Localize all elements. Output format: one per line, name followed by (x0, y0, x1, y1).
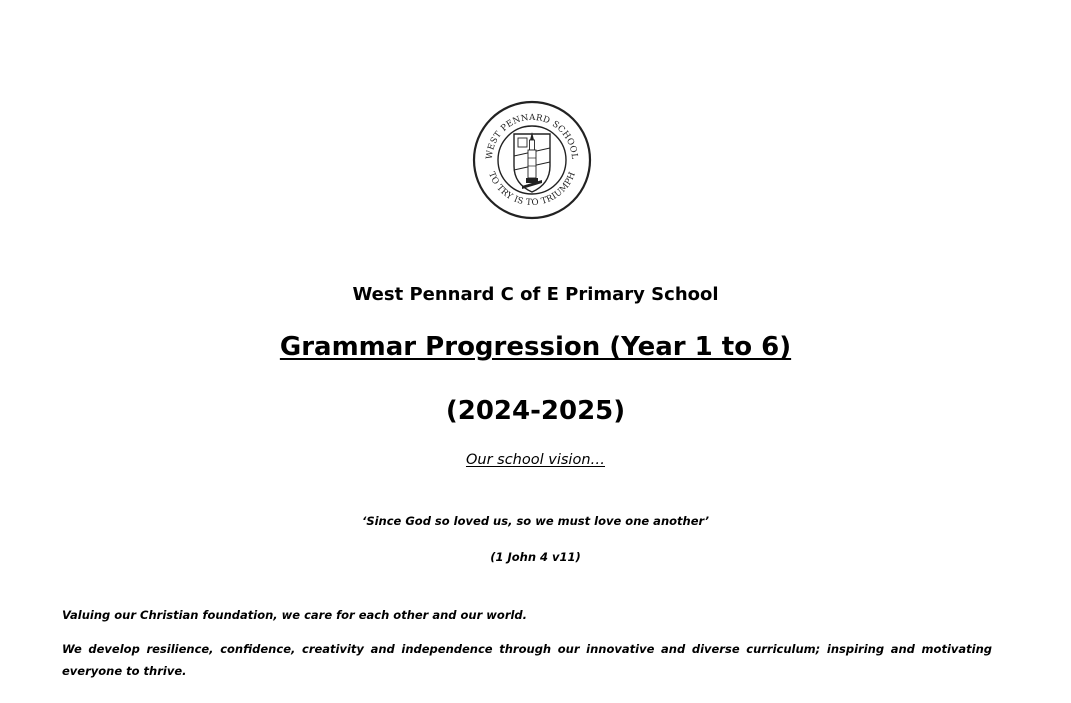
school-crest-logo (470, 98, 594, 222)
crest-top-motto: WEST PENNARD SCHOOL (484, 112, 580, 160)
vision-heading-text: Our school vision… (465, 452, 606, 468)
crest-bottom-motto: TO TRY IS TO TRIUMPH (486, 170, 578, 209)
school-name: West Pennard C of E Primary School (352, 284, 719, 305)
document-title (0, 332, 1071, 362)
vision-heading (0, 452, 1071, 468)
bible-verse: ‘Since God so loved us, so we must love one another’ (361, 514, 710, 528)
document-title-text: Grammar Progression (Year 1 to 6) (279, 332, 792, 362)
vision-paragraph-2: We develop resilience, confidence, creativity and independence through our innovative and diverse curriculum; inspiring and motivating everyone to thrive. (62, 642, 992, 678)
academic-year: (2024-2025) (445, 396, 626, 426)
bible-verse-reference: (1 John 4 v11) (490, 550, 581, 564)
vision-paragraph-1: Valuing our Christian foundation, we care for each other and our world. (62, 608, 528, 622)
